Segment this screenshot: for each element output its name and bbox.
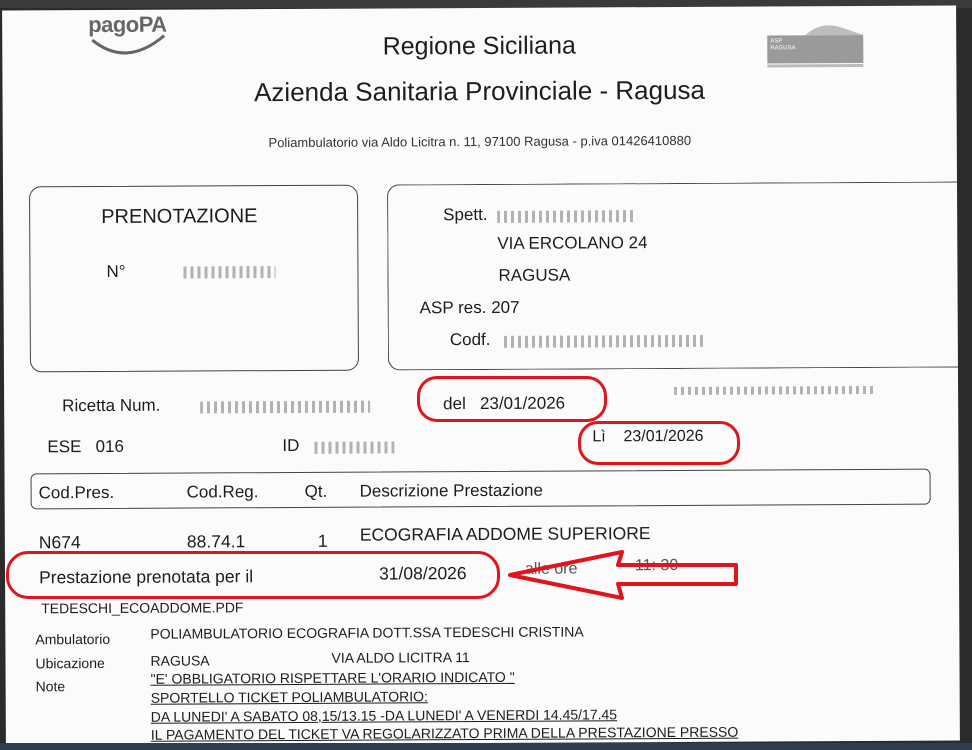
redacted-recipient-name <box>497 210 637 223</box>
spett-label: Spett. <box>443 204 488 225</box>
highlight-li-date <box>578 421 740 465</box>
col-descrizione: Descrizione Prestazione <box>359 480 543 501</box>
appointment-time: 11: 30 <box>634 556 679 575</box>
ubicazione-street: VIA ALDO LICITRA 11 <box>331 649 470 666</box>
redacted-tax-code <box>504 335 704 348</box>
redacted-booking-number <box>183 266 275 278</box>
note-line-3: DA LUNEDI' A SABATO 08,15/13.15 -DA LUNEDI' A VENERDI 14.45/17.45 <box>150 706 618 725</box>
highlight-appointment <box>6 551 500 599</box>
ubicazione-city: RAGUSA <box>150 652 210 669</box>
row-cod-reg: 88.74.1 <box>186 531 246 552</box>
redacted-ricetta-number <box>200 401 370 414</box>
li-date: 23/01/2026 <box>623 427 704 446</box>
note-line-2: SPORTELLO TICKET POLIAMBULATORIO: <box>150 688 428 706</box>
booking-title: PRENOTAZIONE <box>101 205 258 228</box>
note-label: Note <box>35 678 66 695</box>
del-date: 23/01/2026 <box>479 393 566 414</box>
row-cod-pres: N674 <box>38 532 81 553</box>
file-name: TEDESCHI_ECOADDOME.PDF <box>41 599 244 617</box>
redacted-doctor <box>674 386 874 395</box>
appointment-label: Prestazione prenotata per il <box>38 566 254 588</box>
note-line-1: "E' OBBLIGATORIO RISPETTARE L'ORARIO INDICATO " <box>150 668 515 687</box>
appointment-time-label: alle ore <box>524 560 578 578</box>
asp-res-value: 207 <box>491 297 520 317</box>
asp-logo-text: ASP RAGUSA <box>770 38 796 52</box>
ese-label: ESE <box>47 437 82 457</box>
row-qt: 1 <box>317 530 328 551</box>
col-qt: Qt. <box>304 481 328 501</box>
viewer-bottom-bar <box>0 743 972 750</box>
li-label: Lì <box>592 428 606 446</box>
row-descrizione: ECOGRAFIA ADDOME SUPERIORE <box>359 523 651 545</box>
col-cod-pres: Cod.Pres. <box>38 482 115 503</box>
appointment-date: 31/08/2026 <box>378 563 467 584</box>
asp-res-label: ASP res. <box>419 297 487 318</box>
recipient-city: RAGUSA <box>498 265 571 285</box>
note-line-4: IL PAGAMENTO DEL TICKET VA REGOLARIZZATO PRIMA DELLA PRESTAZIONE PRESSO <box>150 723 739 743</box>
red-arrow-icon <box>500 548 750 602</box>
ambulatorio-value: POLIAMBULATORIO ECOGRAFIA DOTT.SSA TEDESCHI CRISTINA <box>150 623 584 642</box>
ubicazione-label: Ubicazione <box>35 654 105 672</box>
clinic-address: Poliambulatorio via Aldo Licitra n. 11, 97100 Ragusa - p.iva 01426410880 <box>268 132 692 151</box>
redacted-id <box>314 441 394 453</box>
del-label: del <box>443 394 466 414</box>
highlight-del-date <box>417 376 607 422</box>
pagopa-logo-text: pagoPA <box>88 11 167 38</box>
col-cod-reg: Cod.Reg. <box>186 482 259 502</box>
booking-number-label: N° <box>106 261 126 281</box>
region-title: Regione Siciliana <box>382 31 576 61</box>
codf-label: Codf. <box>449 329 491 350</box>
recipient-street: VIA ERCOLANO 24 <box>497 233 648 253</box>
id-label: ID <box>282 435 300 456</box>
ambulatorio-label: Ambulatorio <box>35 630 111 648</box>
ese-value: 016 <box>95 436 124 457</box>
ricetta-label: Ricetta Num. <box>62 395 161 416</box>
agency-title: Azienda Sanitaria Provinciale - Ragusa <box>253 74 706 108</box>
